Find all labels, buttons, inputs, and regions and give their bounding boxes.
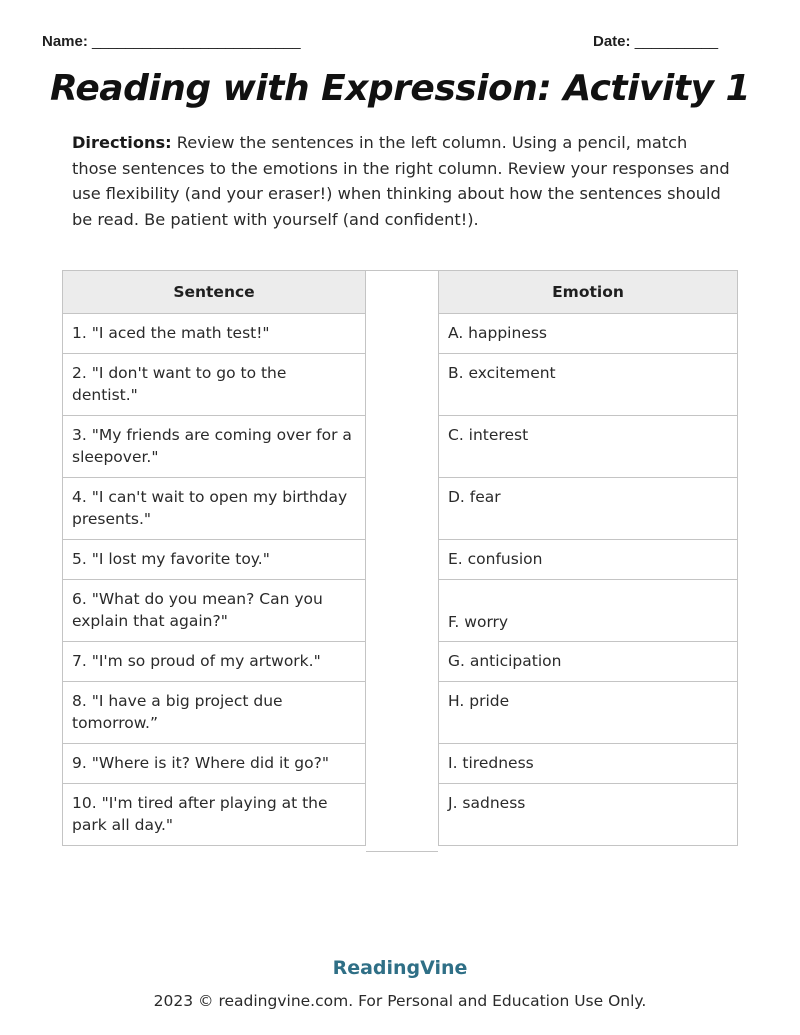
sentence-cell-10: 10. "I'm tired after playing at the park all day." — [62, 783, 366, 846]
emotion-cell-e: E. confusion — [438, 539, 738, 580]
emotion-cell-j: J. sadness — [438, 783, 738, 846]
copyright-notice: 2023 © readingvine.com. For Personal and Education Use Only. — [153, 992, 647, 1010]
emotion-cell-g: G. anticipation — [438, 641, 738, 682]
emotion-cell-f: F. worry — [438, 579, 738, 642]
emotion-cell-h: H. pride — [438, 681, 738, 744]
date-blank-line[interactable]: __________ — [634, 33, 719, 50]
sentence-cell-2: 2. "I don't want to go to the dentist." — [62, 353, 366, 416]
emotion-column-header: Emotion — [438, 270, 738, 314]
matching-gap-column[interactable] — [366, 270, 438, 852]
page-title: Reading with Expression: Activity 1 — [49, 68, 751, 109]
sentence-cell-4: 4. "I can't wait to open my birthday presents." — [62, 477, 366, 540]
sentence-column-header: Sentence — [62, 270, 366, 314]
directions-label: Directions: — [72, 133, 172, 152]
sentence-cell-5: 5. "I lost my favorite toy." — [62, 539, 366, 580]
sentence-cell-3: 3. "My friends are coming over for a sleepover." — [62, 415, 366, 478]
emotion-cell-b: B. excitement — [438, 353, 738, 416]
brand-logo: ReadingVine — [332, 957, 468, 979]
date-field[interactable] — [593, 33, 718, 50]
name-field[interactable] — [42, 33, 301, 50]
sentence-cell-6: 6. "What do you mean? Can you explain that again?" — [62, 579, 366, 642]
sentence-cell-7: 7. "I'm so proud of my artwork." — [62, 641, 366, 682]
sentence-cell-1: 1. "I aced the math test!" — [62, 313, 366, 354]
emotion-cell-i: I. tiredness — [438, 743, 738, 784]
emotion-column — [438, 270, 738, 846]
directions-text: Review the sentences in the left column. Using a pencil, match those sentences to the emotions in the right column. Review your responses and use flexibility (and your eraser!) when thinking about how the sentences should be read. Be patient with yourself (and confident!). — [72, 133, 730, 229]
emotion-cell-c: C. interest — [438, 415, 738, 478]
directions-paragraph — [72, 130, 732, 232]
emotion-cell-a: A. happiness — [438, 313, 738, 354]
sentence-column — [62, 270, 366, 846]
date-label: Date: — [593, 33, 631, 50]
name-label: Name: — [42, 33, 88, 50]
sentence-cell-9: 9. "Where is it? Where did it go?" — [62, 743, 366, 784]
sentence-cell-8: 8. "I have a big project due tomorrow.” — [62, 681, 366, 744]
name-blank-line[interactable]: _________________________ — [92, 33, 301, 50]
emotion-cell-d: D. fear — [438, 477, 738, 540]
